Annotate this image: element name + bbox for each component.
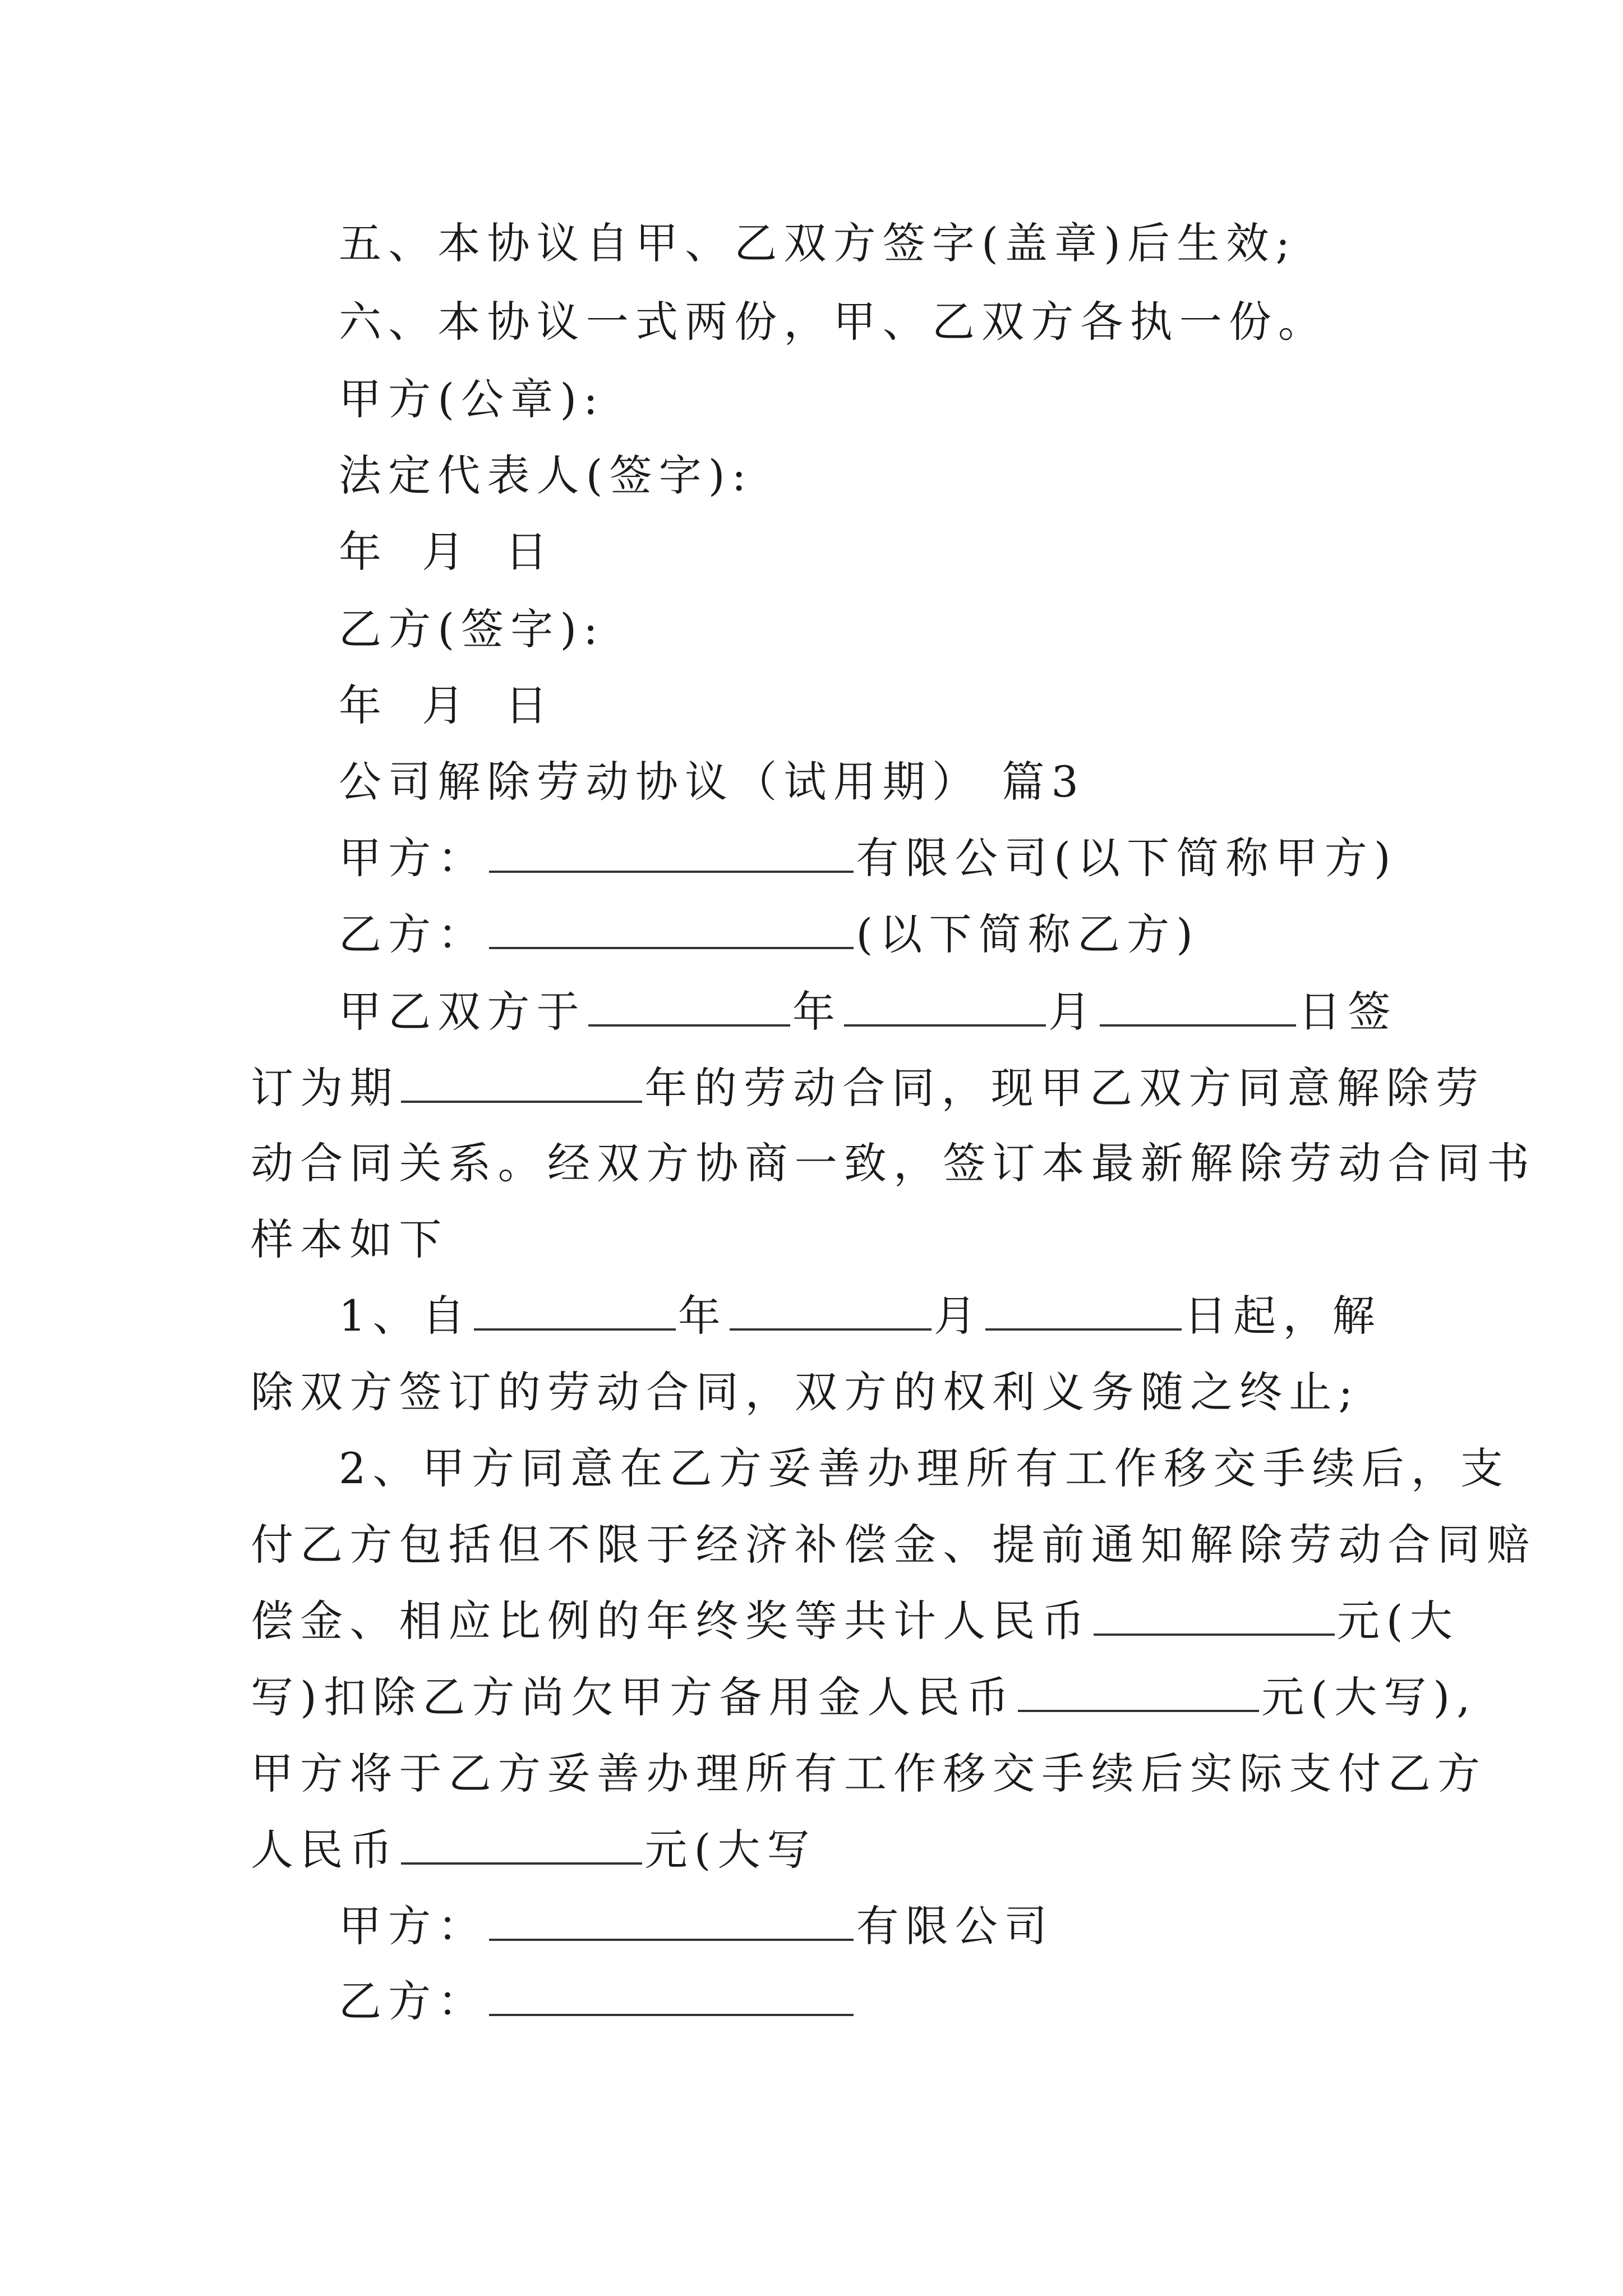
signature-party-b — [339, 1975, 856, 2028]
text-span: 日起，解 — [1184, 1291, 1382, 1341]
year-label: 年 — [339, 680, 389, 730]
term-years-blank — [401, 1065, 642, 1103]
text-span: 1、自 — [339, 1291, 472, 1341]
month-label: 月 — [422, 527, 472, 577]
text-span: 写)扣除乙方尚欠甲方备用金人民币 — [251, 1672, 1016, 1722]
day-blank — [985, 1292, 1182, 1331]
text-span: 元(大 — [1336, 1596, 1459, 1646]
text-span: 年 — [677, 1291, 728, 1341]
item-2-line-1: 2、甲方同意在乙方妥善办理所有工作移交手续后，支 — [339, 1443, 1510, 1493]
party-a-line — [339, 831, 1398, 885]
legal-rep-sign-label: 法定代表人(签字): — [339, 450, 753, 500]
amount-blank — [401, 1826, 642, 1865]
amount-blank — [1018, 1674, 1259, 1712]
text-span: 日签 — [1298, 987, 1398, 1037]
date-line-1 — [339, 525, 555, 579]
company-name-blank — [489, 1903, 854, 1941]
text-span: 年 — [792, 987, 842, 1037]
text-span: 人民币 — [251, 1825, 399, 1875]
amount-blank — [1094, 1598, 1335, 1636]
item-1-line-2: 除双方签订的劳动合同，双方的权利义务随之终止; — [251, 1367, 1360, 1417]
text-span: 年的劳动合同，现甲乙双方同意解除劳 — [644, 1063, 1486, 1113]
text-span: 甲乙双方于 — [339, 987, 586, 1037]
party-a-suffix: 有限公司(以下简称甲方) — [856, 833, 1398, 883]
signature-party-a — [339, 1899, 1054, 1953]
day-label: 日 — [505, 527, 555, 577]
text-span: 元(大写), — [1261, 1672, 1477, 1722]
party-a-label: 甲方： — [339, 1901, 487, 1951]
month-blank — [730, 1292, 932, 1331]
party-b-suffix: (以下简称乙方) — [856, 909, 1200, 959]
text-span: 有限公司 — [856, 1901, 1054, 1951]
party-a-label: 甲方： — [339, 833, 487, 883]
text-span: 元(大写 — [644, 1825, 817, 1875]
party-a-seal-label: 甲方(公章): — [339, 374, 605, 424]
party-b-name-blank — [489, 1978, 854, 2016]
month-blank — [844, 988, 1046, 1027]
party-b-label: 乙方： — [339, 909, 487, 959]
clause-six: 六、本协议一式两份，甲、乙双方各执一份。 — [339, 297, 1328, 347]
day-blank — [1100, 988, 1296, 1027]
body-para-1-line-3: 动合同关系。经双方协商一致，签订本最新解除劳动合同书 — [251, 1138, 1537, 1188]
item-2-line-2: 付乙方包括但不限于经济补偿金、提前通知解除劳动合同赔 — [251, 1520, 1537, 1570]
text-span: 月 — [934, 1291, 984, 1341]
clause-five: 五、本协议自甲、乙双方签字(盖章)后生效; — [339, 218, 1297, 268]
body-para-1-line-1 — [339, 985, 1397, 1039]
item-2-line-4 — [251, 1671, 1477, 1724]
text-span: 偿金、相应比例的年终奖等共计人民币 — [251, 1596, 1091, 1646]
section-heading: 公司解除劳动协议（试用期） 篇3 — [339, 757, 1086, 807]
year-blank — [588, 988, 790, 1027]
item-2-line-6 — [251, 1823, 817, 1877]
party-b-line — [339, 908, 1200, 961]
item-1-line-1 — [339, 1289, 1382, 1343]
month-label: 月 — [422, 680, 472, 730]
body-para-1-line-2 — [251, 1061, 1485, 1115]
party-b-label: 乙方： — [339, 1976, 487, 2026]
party-b-sign-label: 乙方(签字): — [339, 604, 605, 654]
item-2-line-3 — [251, 1594, 1459, 1648]
text-span: 订为期 — [251, 1063, 399, 1113]
year-label: 年 — [339, 527, 389, 577]
year-blank — [474, 1292, 676, 1331]
company-name-blank — [489, 835, 854, 873]
party-b-name-blank — [489, 911, 854, 949]
date-line-2 — [339, 679, 555, 733]
day-label: 日 — [505, 680, 555, 730]
item-2-line-5: 甲方将于乙方妥善办理所有工作移交手续后实际支付乙方 — [251, 1749, 1487, 1798]
text-span: 月 — [1048, 987, 1098, 1037]
body-para-1-line-4: 样本如下 — [251, 1214, 449, 1264]
